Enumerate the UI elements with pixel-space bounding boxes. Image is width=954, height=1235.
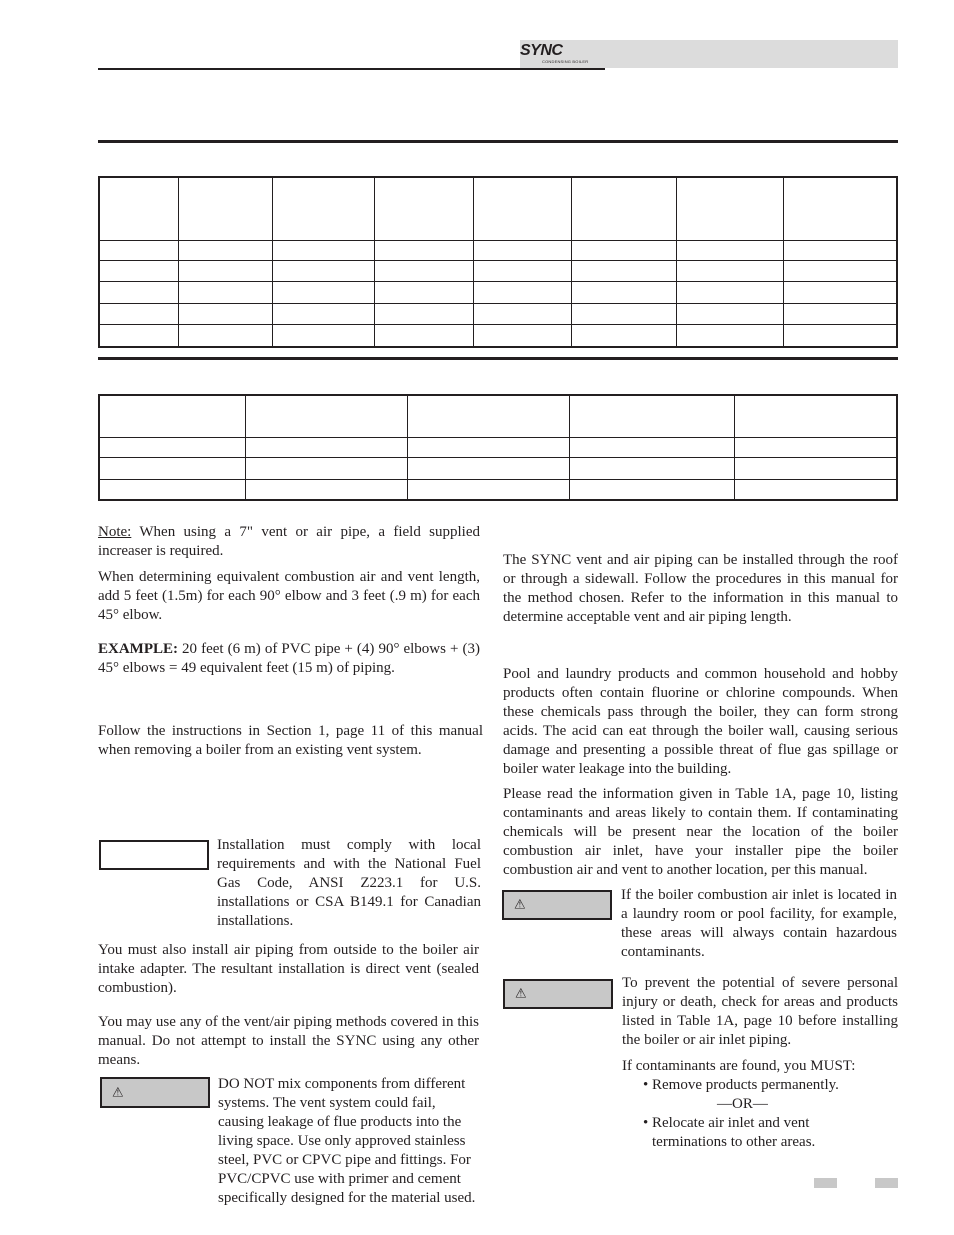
mix-components-warning-text: DO NOT mix components from different systems. The vent system could fail, causing leakage of flue products into the living space. Use only approved stainless steel, PVC or CPVC pipe and fittings. For PVC/CPVC use with primer and cement specifically designed for the material used. [218, 1076, 476, 1206]
warning-box-prevent [503, 979, 613, 1009]
installation-compliance-text: Installation must comply with local requirements and with the National Fuel Gas Code, ANSI Z223.1 for U.S. installations or CSA B149.1 for Canadian installations. [217, 837, 481, 929]
note-paragraph [98, 523, 480, 561]
example-paragraph [98, 640, 480, 678]
note-label: Note: [98, 524, 132, 540]
notice-box [99, 840, 209, 870]
laundry-warning-text: If the boiler combustion air inlet is located in a laundry room or pool facility, for example, these areas will always contain hazardous contaminants. [621, 887, 897, 960]
follow-instructions-paragraph: Follow the instructions in Section 1, page 11 of this manual when removing a boiler from an existing vent system. [98, 723, 483, 758]
section-rule-1 [98, 140, 898, 143]
must-heading: If contaminants are found, you MUST: [622, 1058, 856, 1074]
equivalent-length-paragraph: When determining equivalent combustion air and vent length, add 5 feet (1.5m) for each 90° elbow and 3 feet (.9 m) for each 45° elbow. [98, 569, 480, 623]
example-label: EXAMPLE: [98, 641, 178, 657]
or-separator: —OR— [717, 1096, 768, 1112]
footer-tab-right [875, 1178, 898, 1188]
equivalent-length-table [98, 394, 898, 501]
note-text: When using a 7" vent or air pipe, a field supplied increaser is required. [98, 524, 480, 559]
example-text: 20 feet (6 m) of PVC pipe + (4) 90° elbows + (3) 45° elbows = 49 equivalent feet (15 m) of piping. [98, 641, 480, 676]
header-rule [98, 68, 605, 70]
warning-box-laundry [502, 890, 612, 920]
contaminant-actions [622, 1057, 898, 1152]
footer-tab-left [814, 1178, 837, 1188]
pool-laundry-paragraph: Pool and laundry products and common household and hobby products often contain fluorine or chlorine compounds. When these chemicals pass through the boiler, they can form strong acids. The acid can eat through the boiler wall, causing serious damage and presenting a possible threat of flue gas spillage or boiler water leakage into the building. [503, 666, 898, 777]
vent-length-table [98, 176, 898, 348]
action-remove: • Remove products permanently. [643, 1077, 839, 1093]
sync-logo [520, 42, 605, 68]
action-relocate: • Relocate air inlet and vent [643, 1115, 810, 1131]
piping-methods-paragraph: You may use any of the vent/air piping methods covered in this manual. Do not attempt to install the SYNC using any other means. [98, 1014, 479, 1068]
warning-triangle-icon: ⚠ [112, 1085, 124, 1100]
read-table-paragraph: Please read the information given in Table 1A, page 10, listing contaminants and areas likely to contain them. If contaminating chemicals will be present near the location of the boiler combustion air inlet, have your installer pipe the boiler combustion air and vent to another location, per this manual. [503, 786, 898, 878]
logo-wordmark: SYNC [520, 42, 563, 59]
warning-triangle-icon: ⚠ [515, 986, 527, 1002]
prevent-injury-warning-text: To prevent the potential of severe personal injury or death, check for areas and products listed in Table 1A, page 10 before installing the boiler or air inlet piping. [622, 975, 898, 1048]
warning-box-mix [100, 1077, 210, 1108]
roof-sidewall-paragraph: The SYNC vent and air piping can be installed through the roof or through a sidewall. Follow the procedures in this manual for the method chosen. Refer to the information in this manual to determine acceptable vent and air piping length. [503, 552, 898, 625]
warning-triangle-icon: ⚠ [514, 897, 526, 913]
air-piping-paragraph: You must also install air piping from outside to the boiler air intake adapter. The resultant installation is direct vent (sealed combustion). [98, 942, 479, 996]
logo-subtext: CONDENSING BOILER [542, 59, 589, 64]
section-rule-2 [98, 357, 898, 360]
action-relocate-continued: terminations to other areas. [652, 1134, 816, 1150]
